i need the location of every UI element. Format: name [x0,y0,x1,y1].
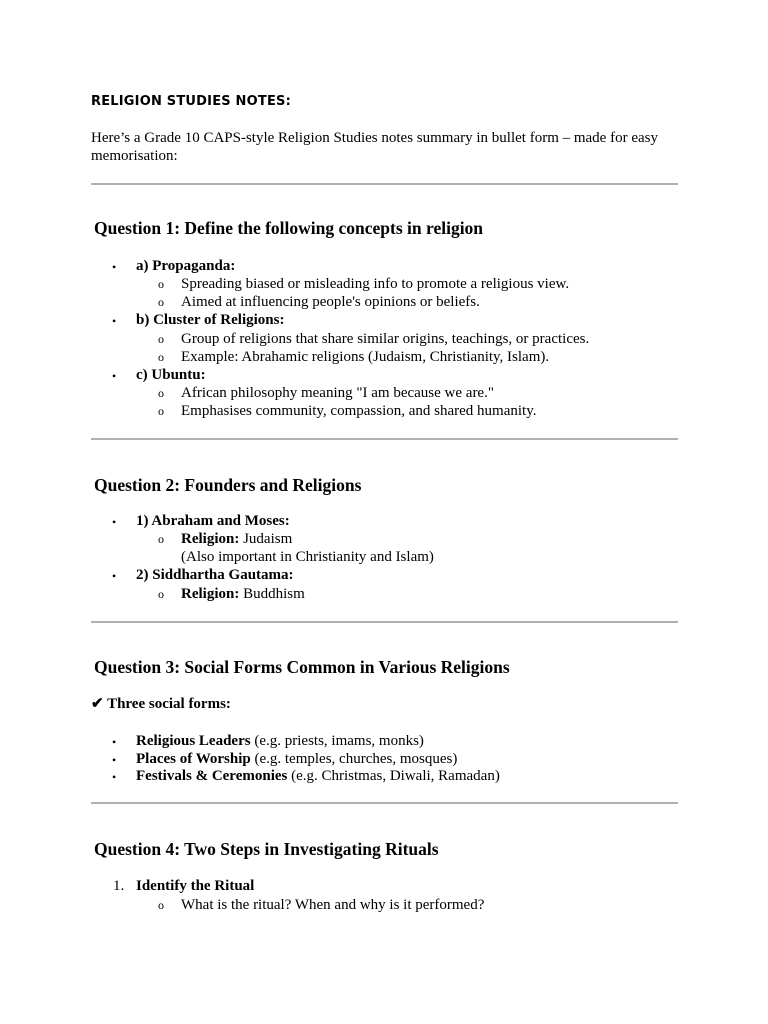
q1-item-b-point-2: Example: Abrahamic religions (Judaism, Christianity, Islam). [181,349,550,365]
intro-line-2: memorisation: [91,148,178,164]
sub-bullet-icon: o [158,532,164,546]
question-4-heading [91,839,439,859]
question-2-heading [91,475,361,495]
bullet-icon: • [112,515,117,529]
intro-paragraph [91,129,681,165]
q3-subtitle-text: Three social forms: [107,696,231,712]
q2-item-1-note: (Also important in Christianity and Islam) [181,549,434,565]
q3-item-3-label: Festivals & Ceremonies [136,768,288,784]
religion-value: Buddhism [239,586,305,602]
q2-item-2-religion [181,585,305,603]
bullet-icon: • [112,735,117,749]
sub-bullet-icon: o [158,295,164,309]
bullet-icon: • [112,314,117,328]
q2-item-1-religion [181,530,292,548]
q1-item-a-label: a) Propaganda: [136,258,236,274]
q1-item-a-point-2: Aimed at influencing people's opinions or beliefs. [181,294,480,310]
q3-item-2-detail: (e.g. temples, churches, mosques) [250,751,458,767]
q3-item-1 [136,732,424,750]
check-icon: ✔ [91,696,104,712]
question-1-heading [91,218,483,238]
q2-item-2-label: 2) Siddhartha Gautama: [136,567,294,583]
q3-item-1-label: Religious Leaders [136,733,251,749]
question-1-title: Question 1: Define the following concepts in religion [94,218,484,238]
q1-item-c-label: c) Ubuntu: [136,367,206,383]
bullet-icon: • [112,569,117,583]
question-2-title: Question 2: Founders and Religions [94,475,362,495]
horizontal-rule [91,438,678,440]
q1-item-c-point-1: African philosophy meaning "I am because we are." [181,385,494,401]
horizontal-rule [91,621,678,623]
q3-subtitle [91,695,231,713]
question-3-heading [91,657,510,677]
sub-bullet-icon: o [158,404,164,418]
religion-label: Religion: [181,531,240,547]
bullet-icon: • [112,369,117,383]
bullet-icon: • [112,260,117,274]
bullet-icon: • [112,753,117,767]
q3-item-2-label: Places of Worship [136,751,251,767]
q2-item-1-label: 1) Abraham and Moses: [136,513,290,529]
sub-bullet-icon: o [158,386,164,400]
horizontal-rule [91,802,678,804]
intro-line-1: Here’s a Grade 10 CAPS-style Religion Studies notes summary in bullet form – made for easy [91,130,658,146]
question-4-title: Question 4: Two Steps in Investigating Rituals [94,839,439,859]
q3-item-2 [136,750,457,768]
q1-item-b-point-1: Group of religions that share similar origins, teachings, or practices. [181,331,590,347]
sub-bullet-icon: o [158,898,164,912]
question-3-title: Question 3: Social Forms Common in Various Religions [94,657,510,677]
sub-bullet-icon: o [158,587,164,601]
q4-step-1-number: 1. [113,878,125,894]
religion-label: Religion: [181,586,240,602]
bullet-icon: • [112,770,117,784]
horizontal-rule [91,183,678,185]
sub-bullet-icon: o [158,350,164,364]
q3-item-3-detail: (e.g. Christmas, Diwali, Ramadan) [287,768,500,784]
document-title: RELIGION STUDIES NOTES: [91,94,291,109]
q4-step-1-point-1: What is the ritual? When and why is it performed? [181,897,485,913]
q3-item-3 [136,767,500,785]
q1-item-b-label: b) Cluster of Religions: [136,312,285,328]
q1-item-a-point-1: Spreading biased or misleading info to promote a religious view. [181,276,570,292]
q1-item-c-point-2: Emphasises community, compassion, and shared humanity. [181,403,537,419]
q3-item-1-detail: (e.g. priests, imams, monks) [250,733,424,749]
sub-bullet-icon: o [158,332,164,346]
religion-value: Judaism [239,531,293,547]
q4-step-1-label: Identify the Ritual [136,878,255,894]
sub-bullet-icon: o [158,277,164,291]
